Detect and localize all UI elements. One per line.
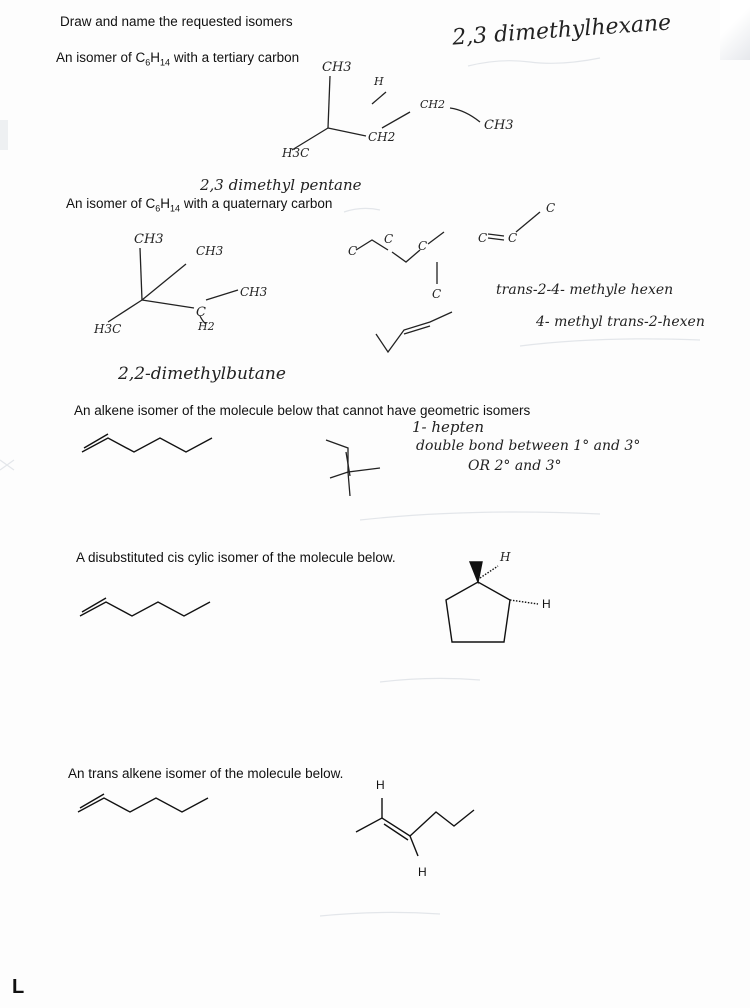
q1-label-ch3-top: CH3 xyxy=(322,60,352,75)
q3-answer-name: 1- hepten xyxy=(412,418,485,436)
q5-label-h-bottom: H xyxy=(418,865,427,879)
q2-carbon-sketch xyxy=(348,201,555,301)
q2-suffix: with a quaternary carbon xyxy=(180,196,333,211)
q5-label-h-top: H xyxy=(376,778,385,792)
q2-label-ch3-top: CH3 xyxy=(134,232,164,247)
q1-prefix: An isomer of C xyxy=(56,50,146,65)
q4-label-h-right: H xyxy=(542,597,551,611)
q2-sub1: 6 xyxy=(155,203,161,214)
q1-suffix: with a tertiary carbon xyxy=(170,50,300,65)
q2-note-name: 2,3 dimethyl pentane xyxy=(200,176,362,194)
q1-label-h3c: H3C xyxy=(282,146,310,160)
question-5: An trans alkene isomer of the molecule below. xyxy=(68,766,344,781)
q1-structure xyxy=(292,76,480,150)
q2-side-name-1: trans-2-4- methyle hexen xyxy=(496,282,674,298)
q3-answer-note-1: double bond between 1° and 3° xyxy=(416,438,641,454)
q2-structure xyxy=(108,248,238,324)
q2-label-ch3-mid: CH3 xyxy=(196,244,224,258)
q5-trans-alkene xyxy=(356,798,474,856)
q2-sub2: 14 xyxy=(170,203,181,214)
q2-label-ch3-right: CH3 xyxy=(240,285,268,299)
q2-side-name-2: 4- methyl trans-2-hexen xyxy=(536,314,705,330)
q3-answer-sketch xyxy=(326,440,380,496)
svg-text:C: C xyxy=(478,231,488,245)
faint-mark xyxy=(360,512,600,520)
svg-text:C: C xyxy=(384,232,394,246)
q1-label-ch2-b: CH2 xyxy=(420,98,446,111)
faint-mark xyxy=(520,339,700,346)
q1-label-h: H xyxy=(374,75,384,88)
q4-given-molecule xyxy=(80,598,210,616)
svg-text:C: C xyxy=(418,239,428,253)
q2-label-h3c: H3C xyxy=(94,322,122,336)
q2-answer-name: 2,2-dimethylbutane xyxy=(118,364,286,384)
q4-cyclopentane xyxy=(446,562,538,642)
q4-label-h-top: H xyxy=(500,550,511,564)
q1-answer-name: 2,3 dimethylhexane xyxy=(451,10,672,51)
q2-alkene-skeleton xyxy=(376,312,452,352)
q3-answer-note-2: OR 2° and 3° xyxy=(468,458,562,474)
q1-mid: H xyxy=(150,50,161,65)
faint-mark xyxy=(320,912,440,916)
q2-mid: H xyxy=(160,196,171,211)
q2-prefix: An isomer of C xyxy=(66,196,156,211)
q5-given-molecule xyxy=(78,794,208,812)
faint-mark xyxy=(0,460,14,470)
q1-sub2: 14 xyxy=(160,57,171,68)
question-4: A disubstituted cis cylic isomer of the molecule below. xyxy=(76,550,396,565)
svg-text:C: C xyxy=(348,244,358,258)
margin-mark: L xyxy=(12,976,25,998)
svg-text:C: C xyxy=(508,231,518,245)
faint-mark xyxy=(468,58,600,66)
q3-given-molecule xyxy=(82,434,212,452)
worksheet-title: Draw and name the requested isomers xyxy=(60,14,293,29)
q2-label-c: C xyxy=(196,305,206,320)
q1-label-ch2-a: CH2 xyxy=(368,130,396,144)
faint-mark xyxy=(380,678,480,682)
svg-text:C: C xyxy=(546,201,556,215)
svg-text:C: C xyxy=(432,287,442,301)
faint-mark xyxy=(344,208,380,212)
q1-sub1: 6 xyxy=(145,57,151,68)
q2-label-h2: H2 xyxy=(198,320,215,333)
q1-label-ch3-right: CH3 xyxy=(484,118,514,133)
question-3: An alkene isomer of the molecule below that cannot have geometric isomers xyxy=(74,403,531,418)
